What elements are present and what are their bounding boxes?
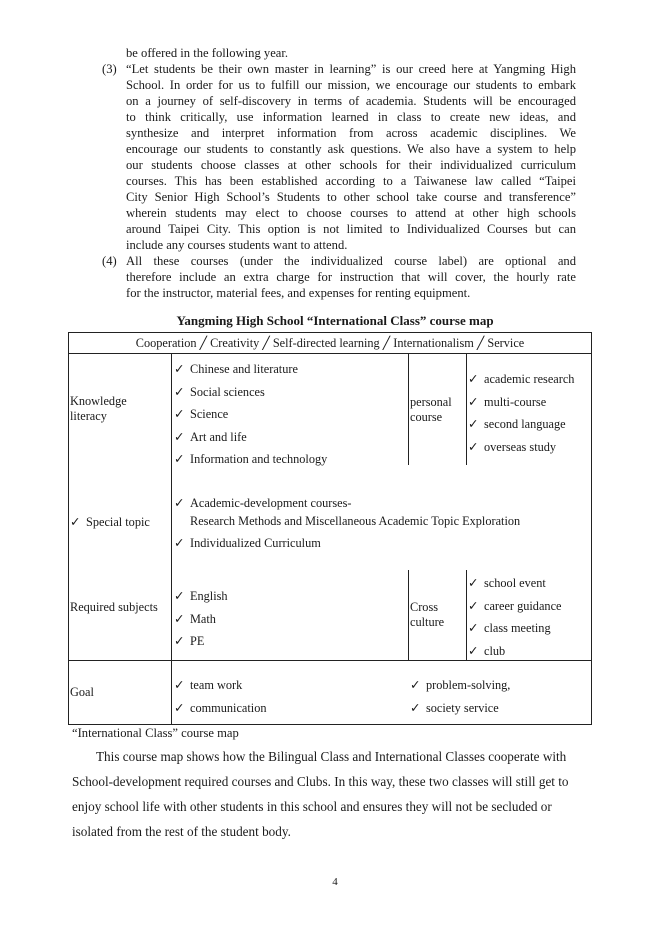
cross-culture-label	[410, 600, 444, 630]
check-icon: ✓	[468, 372, 479, 386]
list-item-label: Math	[190, 611, 216, 626]
body-line: be offered in the following year.	[126, 46, 289, 60]
list-item	[468, 436, 574, 459]
list-item-label: PE	[190, 634, 205, 649]
check-icon: ✓	[468, 576, 479, 590]
row-label-text: Special topic	[86, 515, 150, 529]
check-icon: ✓	[174, 700, 185, 715]
list-item-label: Art and life	[190, 429, 247, 444]
list-item-label: Academic-development courses-	[190, 496, 352, 510]
list-item	[174, 585, 228, 608]
closing-line: School-development required courses and Clubs. In this way, these two classes will still get to	[72, 774, 569, 789]
page-number: 4	[332, 876, 338, 888]
row-label-goal: Goal	[70, 685, 94, 699]
row-label-required-subjects: Required subjects	[70, 600, 158, 614]
row-label-knowledge	[70, 394, 127, 424]
body-line: for the instructor, material fees, and expenses for renting equipment.	[126, 286, 471, 300]
list-item	[174, 674, 267, 697]
row-label-line: Knowledge	[70, 394, 127, 408]
list-item	[468, 368, 574, 391]
list-item	[174, 426, 327, 449]
list-item	[174, 448, 327, 471]
column-divider	[408, 570, 409, 660]
item-number: (3)	[102, 62, 117, 76]
list-item-label: English	[190, 589, 228, 603]
required-list	[174, 585, 228, 653]
list-item-label: Science	[190, 407, 229, 422]
body-line: City Senior High School’s Students to other school take course and transference”	[126, 190, 576, 204]
list-item	[468, 413, 574, 436]
list-item-label: Information and technology	[190, 452, 328, 467]
check-icon: ✓	[410, 700, 421, 715]
column-divider	[408, 353, 409, 465]
sub-label-line: Cross	[410, 600, 439, 614]
check-icon: ✓	[174, 452, 185, 467]
check-icon: ✓	[468, 643, 479, 658]
list-item	[468, 595, 561, 618]
list-item-label: Social sciences	[190, 384, 265, 399]
body-line: on a journey of self-discovery in terms of academia. Students will be encouraged	[126, 94, 576, 108]
goal-list	[174, 674, 267, 719]
row-label-line: literacy	[70, 409, 107, 423]
list-item	[174, 608, 228, 631]
list-item	[174, 630, 228, 653]
list-item-label: problem-solving,	[426, 678, 511, 692]
body-line: synthesize and interpret information from across academic disciplines. We	[126, 126, 576, 140]
check-icon: ✓	[468, 439, 479, 454]
list-item	[174, 403, 327, 426]
list-item	[174, 358, 327, 381]
check-icon: ✓	[174, 384, 185, 399]
list-item	[174, 381, 327, 404]
body-line: courses. This has been established according to a Taiwanese law called “Taipei	[126, 174, 576, 188]
body-line: to think critically, use information learned in class to create new ideas, and	[126, 110, 576, 124]
knowledge-list	[174, 358, 327, 471]
list-item-label: Chinese and literature	[190, 362, 298, 376]
list-item-label: society service	[426, 700, 499, 715]
check-icon: ✓	[468, 598, 479, 613]
row-label-special-topic	[70, 511, 150, 534]
body-line: our students choose classes at other schools for their individualized curriculum	[126, 158, 576, 172]
cross-culture-list	[468, 572, 561, 662]
check-icon: ✓	[174, 589, 185, 603]
list-item-label: Individualized Curriculum	[190, 536, 321, 550]
special-topic-list	[174, 494, 520, 552]
goal-list-right	[410, 674, 510, 719]
check-icon: ✓	[174, 407, 185, 422]
body-line: “Let students be their own master in learning” is our creed here at Yangming High	[126, 62, 576, 76]
list-item-label: communication	[190, 700, 267, 715]
body-line: encourage our students to constantly ask questions. We also have a system to help	[126, 142, 576, 156]
list-item-label: school event	[484, 576, 546, 590]
check-icon: ✓	[410, 678, 421, 692]
body-line: therefore include an extra charge for instruction that will cover, the hourly rate	[126, 270, 576, 284]
sub-label-line: personal	[410, 395, 452, 409]
closing-line: This course map shows how the Bilingual Class and International Classes cooperate with	[96, 749, 567, 764]
check-icon: ✓	[174, 496, 185, 510]
personal-course-list	[468, 368, 574, 458]
sub-label-line: course	[410, 410, 443, 424]
table-header-row: Cooperation ╱ Creativity ╱ Self-directed learning ╱ Internationalism ╱ Service	[68, 332, 592, 354]
check-icon: ✓	[174, 536, 185, 550]
column-divider	[466, 353, 467, 465]
list-item	[174, 697, 267, 720]
check-icon: ✓	[70, 515, 81, 529]
list-item	[468, 617, 561, 640]
check-icon: ✓	[174, 429, 185, 444]
table-title: Yangming High School “International Class” course map	[176, 313, 494, 328]
check-icon: ✓	[468, 394, 479, 409]
list-item-label: team work	[190, 678, 243, 692]
body-line: around Taipei City. This option is not limited to Individualized Courses but can	[126, 222, 576, 236]
list-item	[468, 572, 561, 595]
list-item	[410, 697, 510, 720]
body-line: wherein students may elect to choose courses to attend at other high schools	[126, 206, 576, 220]
list-item-label: club	[484, 643, 506, 658]
check-icon: ✓	[468, 621, 479, 636]
list-item	[410, 674, 510, 697]
list-item-label: class meeting	[484, 621, 551, 636]
list-item-label: multi-course	[484, 394, 547, 409]
list-item-label: second language	[484, 417, 566, 432]
list-item	[174, 534, 520, 552]
column-divider	[466, 570, 467, 660]
closing-line: enjoy school life with other students in this school and ensures they will not be secluded or	[72, 799, 552, 814]
sub-label-line: culture	[410, 615, 445, 629]
list-item-continuation: Research Methods and Miscellaneous Academic Topic Exploration	[190, 514, 521, 528]
list-item	[174, 494, 520, 512]
column-divider	[171, 353, 172, 724]
item-number: (4)	[102, 254, 117, 268]
list-item-label: academic research	[484, 372, 575, 386]
body-line: All these courses (under the individualized course label) are optional and	[126, 254, 576, 268]
personal-course-label	[410, 395, 452, 425]
list-item-label: overseas study	[484, 439, 557, 454]
check-icon: ✓	[174, 634, 185, 649]
closing-line: isolated from the rest of the student body.	[72, 824, 291, 839]
check-icon: ✓	[174, 611, 185, 626]
list-item	[468, 391, 574, 414]
check-icon: ✓	[174, 678, 185, 692]
body-line: include any courses students want to attend.	[126, 238, 348, 252]
check-icon: ✓	[174, 362, 185, 376]
list-item	[468, 640, 561, 663]
body-line: School. In order for us to fulfill our mission, we encourage our students to embark	[126, 78, 576, 92]
list-item-label: career guidance	[484, 598, 562, 613]
table-caption: “International Class” course map	[72, 726, 239, 740]
check-icon: ✓	[468, 417, 479, 432]
